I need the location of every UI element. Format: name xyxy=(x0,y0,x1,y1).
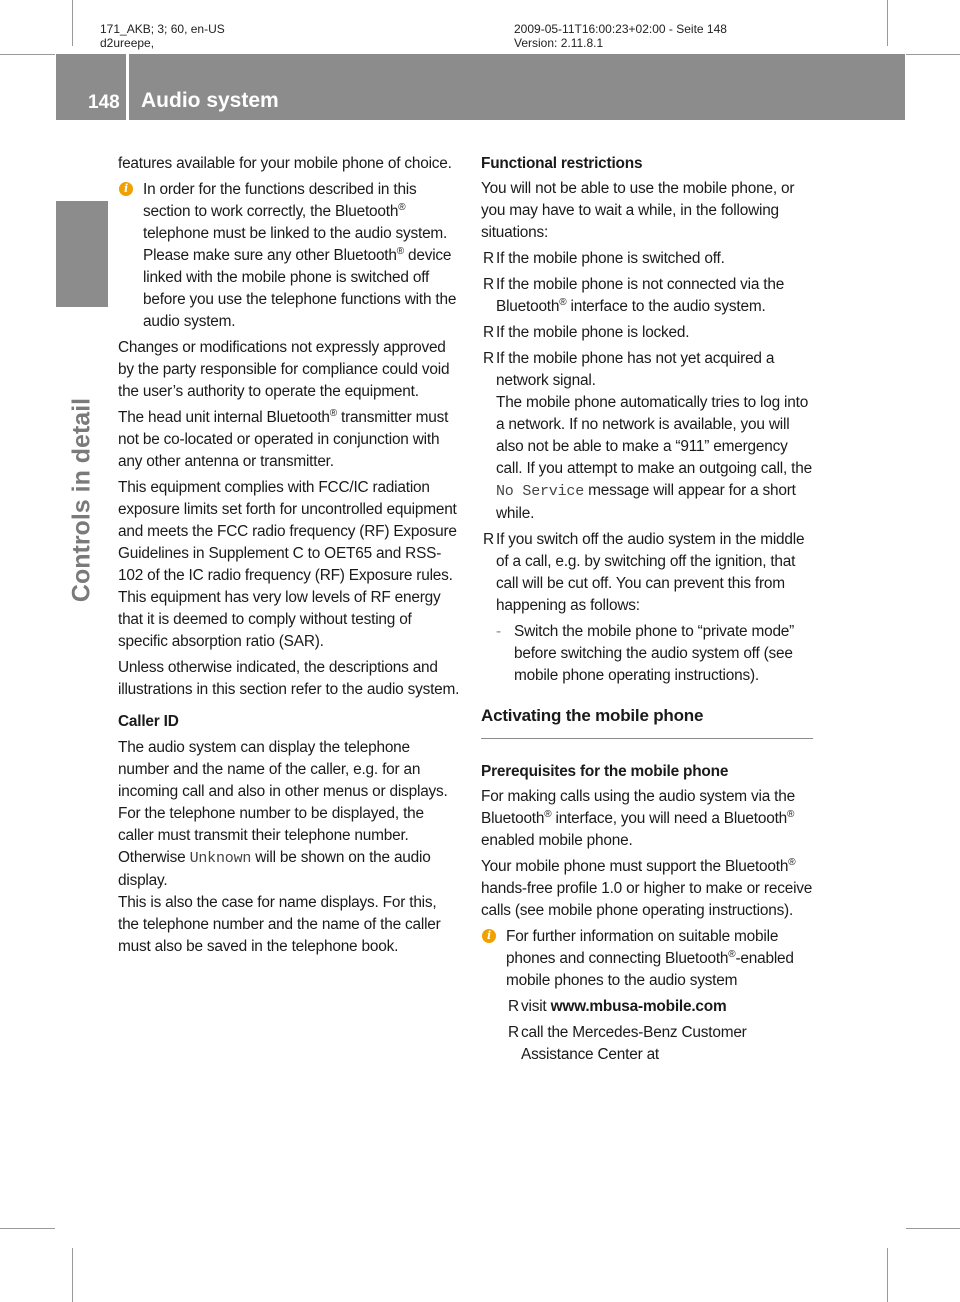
bullet-item: R visit www.mbusa-mobile.com xyxy=(506,996,813,1018)
paragraph: Changes or modifications not expressly approved by the party responsible for compliance could void the user’s authority to operate the equipment. xyxy=(118,339,450,400)
crop-mark xyxy=(887,0,888,46)
crop-mark xyxy=(906,1228,960,1229)
registered-mark: ® xyxy=(728,948,736,960)
dash-icon: - xyxy=(496,623,501,640)
bullet-icon: R xyxy=(483,350,494,367)
paragraph: For the telephone number to be displayed, the caller must transmit their telephone number. Otherwise Unknown will be shown on the audio display. xyxy=(118,805,431,889)
bullet-item: R If the mobile phone is switched off. xyxy=(481,248,813,270)
bullet-item: R If the mobile phone is not connected via the Bluetooth® interface to the audio system. xyxy=(483,276,785,315)
paragraph: You will not be able to use the mobile phone, or you may have to wait a while, in the following situations: xyxy=(481,180,795,241)
crop-mark xyxy=(0,54,55,55)
paragraph: For making calls using the audio system via the Bluetooth® interface, you will need a Bluetooth® enabled mobile phone. xyxy=(481,788,795,849)
page-number: 148 xyxy=(88,92,120,113)
subheading-functional-restrictions: Functional restrictions xyxy=(481,155,643,172)
paragraph: The head unit internal Bluetooth® transmitter must not be co-located or operated in conjunction with any other antenna or transmitter. xyxy=(118,407,449,470)
left-column xyxy=(118,153,461,958)
bullet-icon: R xyxy=(483,250,494,267)
paragraph: Unless otherwise indicated, the descriptions and illustrations in this section refer to the audio system. xyxy=(118,659,460,698)
bullet-item: R call the Mercedes-Benz Customer Assistance Center at xyxy=(508,1024,747,1063)
bullet-item: R If the mobile phone has not yet acquired a network signal. xyxy=(483,350,775,389)
chapter-tab xyxy=(56,201,108,307)
header-separator xyxy=(126,54,129,120)
section-title: Audio system xyxy=(141,89,279,112)
dash-item: - Switch the mobile phone to “private mode” before switching the audio system off (see mobile phone operating instructions). xyxy=(496,623,795,684)
paragraph: features available for your mobile phone of choice. xyxy=(118,155,452,172)
display-message-code: No Service xyxy=(496,483,585,500)
bullet-item: R If you switch off the audio system in the middle of a call, e.g. by switching off the ignition, that call will be cut off. You can prevent this from happening as follows: xyxy=(483,531,805,614)
print-meta-left xyxy=(100,22,225,50)
paragraph: This is also the case for name displays. For this, the telephone number and the name of the caller must also be saved in the telephone book. xyxy=(118,894,441,955)
bullet-icon: R xyxy=(508,998,519,1015)
print-meta-user: d2ureepe, xyxy=(100,36,155,50)
crop-mark xyxy=(72,0,73,46)
registered-mark: ® xyxy=(788,856,796,868)
bullet-item: R If the mobile phone is locked. xyxy=(481,322,813,344)
registered-mark: ® xyxy=(329,407,337,419)
bullet-icon: R xyxy=(483,276,494,293)
paragraph: This equipment complies with FCC/IC radiation exposure limits set forth for uncontrolled equipment and meets the FCC radio frequency (RF) Exposure Guidelines in Supplement C to OET65 and RSS-102 of the IC radio frequency (RF) Exposure rules. This equipment has very low levels of RF energy that it is deemed to comply without testing of specific absorption ratio (SAR). xyxy=(118,479,457,650)
print-meta-right xyxy=(514,22,727,50)
info-note-text: In order for the functions described in this section to work correctly, the Bluetooth® telephone must be linked to the audio system. Please make sure any other Bluetooth® device linked with the mobile phone is switched off before you use the telephone functions with the audio system. xyxy=(143,181,457,330)
crop-mark xyxy=(887,1248,888,1302)
print-meta-timestamp: 2009-05-11T16:00:23+02:00 - Seite 148 xyxy=(514,22,727,36)
registered-mark: ® xyxy=(544,808,552,820)
right-column xyxy=(481,153,813,1070)
crop-mark xyxy=(0,1228,55,1229)
paragraph: The audio system can display the telephone number and the name of the caller, e.g. for an incoming call and also in other menus or displays. xyxy=(118,739,448,800)
info-icon: i xyxy=(482,929,496,943)
chapter-label: Controls in detail xyxy=(67,397,96,603)
registered-mark: ® xyxy=(396,245,404,257)
registered-mark: ® xyxy=(787,808,795,820)
info-icon: i xyxy=(119,182,133,196)
crop-mark xyxy=(72,1248,73,1302)
print-meta-job: 171_AKB; 3; 60, en-US xyxy=(100,22,225,36)
registered-mark: ® xyxy=(398,201,406,213)
crop-mark xyxy=(906,54,960,55)
subheading-caller-id: Caller ID xyxy=(118,713,179,730)
info-note xyxy=(118,179,461,333)
bullet-icon: R xyxy=(483,324,494,341)
bullet-icon: R xyxy=(483,531,494,548)
display-message-code: Unknown xyxy=(189,850,252,867)
bullet-icon: R xyxy=(508,1024,519,1041)
website-link[interactable]: www.mbusa-mobile.com xyxy=(550,998,727,1015)
subheading-prerequisites: Prerequisites for the mobile phone xyxy=(481,763,729,780)
print-meta-version: Version: 2.11.8.1 xyxy=(514,36,604,50)
registered-mark: ® xyxy=(559,296,567,308)
info-note xyxy=(481,926,813,1066)
paragraph: Your mobile phone must support the Bluetooth® hands-free profile 1.0 or higher to make or receive calls (see mobile phone operating instructions). xyxy=(481,856,813,919)
bullet-detail: The mobile phone automatically tries to log into a network. If no network is available, you will also not be able to make a “911” emergency call. If you attempt to make an outgoing call, the No Service message will appear for a short while. xyxy=(496,394,812,522)
info-note-text: For further information on suitable mobile phones and connecting Bluetooth®-enabled mobile phones to the audio system xyxy=(506,928,794,989)
section-heading-activating: Activating the mobile phone xyxy=(481,705,813,739)
